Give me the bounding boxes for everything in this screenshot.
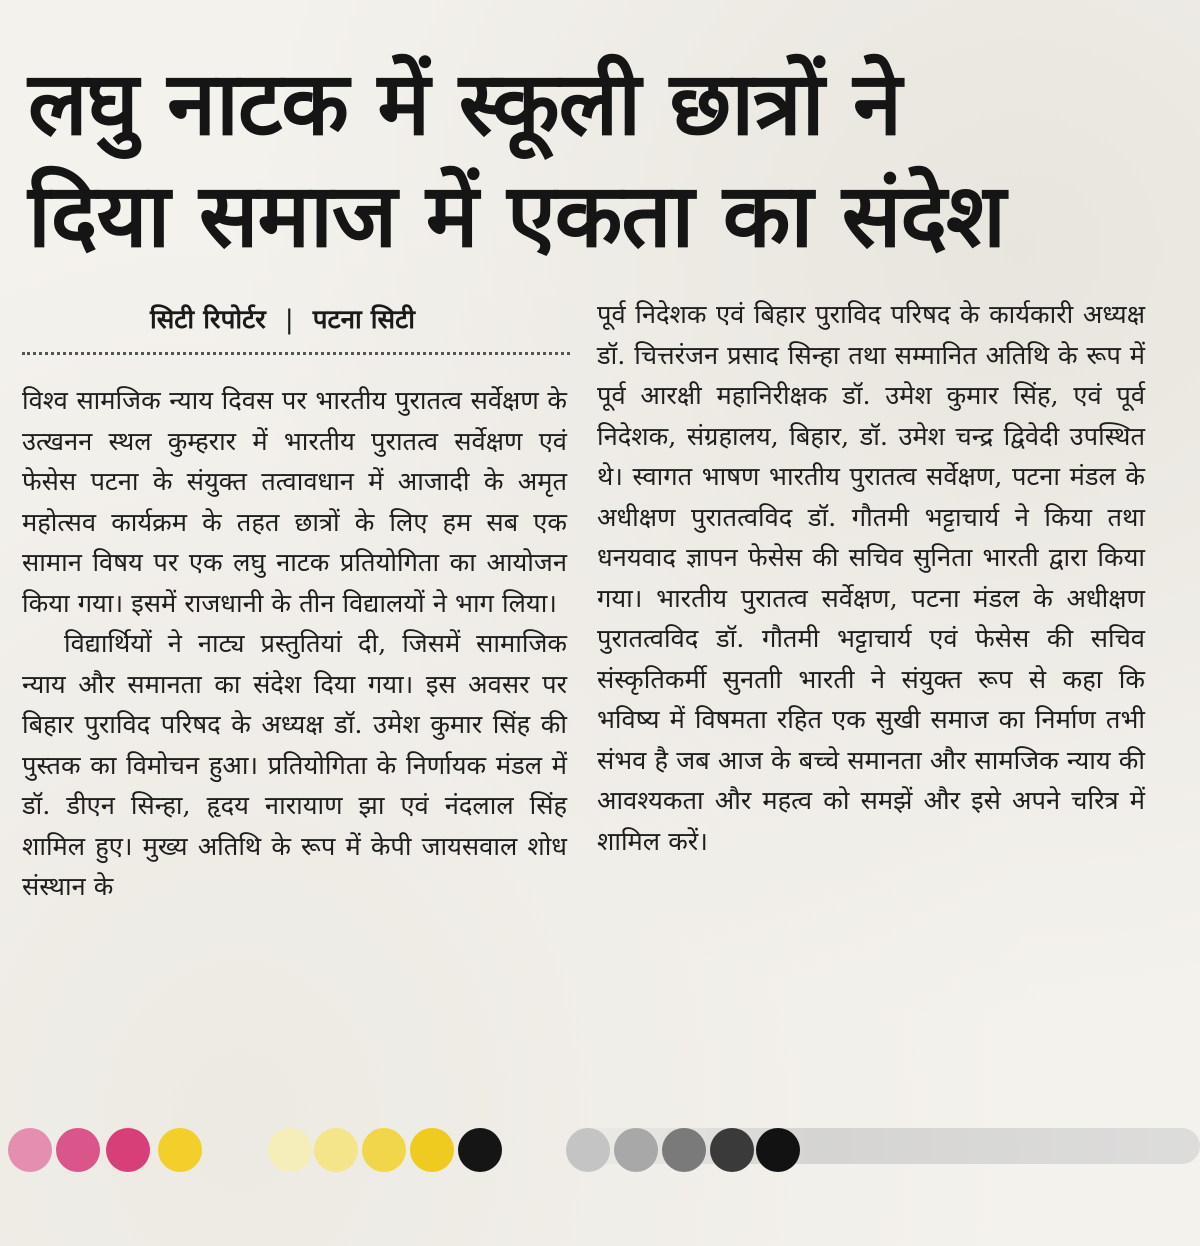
byline: [150, 300, 415, 336]
article-column-left: [22, 381, 567, 908]
color-dot: [458, 1128, 502, 1172]
color-dot: [710, 1128, 754, 1172]
byline-separator: |: [284, 305, 294, 335]
color-dot: [314, 1128, 358, 1172]
color-dot: [268, 1128, 312, 1172]
article-column-right: [597, 295, 1145, 862]
color-dot: [662, 1128, 706, 1172]
color-dot: [8, 1128, 52, 1172]
article-paragraph-1: विश्व सामजिक न्याय दिवस पर भारतीय पुरातत्व सर्वेक्षण के उत्खनन स्थल कुम्हरार में भारतीय पुरातत्व सर्वेक्षण एवं फेसेस पटना के संयुक्त तत्वावधान में आजादी के अमृत महोत्सव कार्यक्रम के तहत छात्रों के लिए हम सब एक सामान विषय पर एक लघु नाटक प्रतियोगिता का आयोजन किया गया। इसमें राजधानी के तीन विद्यालयों ने भाग लिया।: [22, 386, 567, 619]
headline-line-1: लघु नाटक में स्कूली छात्रों ने: [28, 52, 902, 155]
color-dot: [410, 1128, 454, 1172]
dotted-divider: [22, 352, 570, 355]
headline-line-2: दिया समाज में एकता का संदेश: [28, 164, 1005, 267]
color-dot: [614, 1128, 658, 1172]
color-dot: [566, 1128, 610, 1172]
headline: [28, 48, 1178, 272]
article-paragraph-3: पूर्व निदेशक एवं बिहार पुराविद परिषद के कार्यकारी अध्यक्ष डॉ. चित्तरंजन प्रसाद सिन्हा तथा सम्मानित अतिथि के रूप में पूर्व आरक्षी महानिरीक्षक डॉ. उमेश कुमार सिंह, एवं पूर्व निदेशक, संग्रहालय, बिहार, डॉ. उमेश चन्द्र द्विवेदी उपस्थित थे। स्वागत भाषण भारतीय पुरातत्व सर्वेक्षण, पटना मंडल के अधीक्षण पुरातत्वविद डॉ. गौतमी भट्टाचार्य ने किया तथा धनयवाद ज्ञापन फेसेस की सचिव सुनिता भारती द्वारा किया गया। भारतीय पुरातत्व सर्वेक्षण, पटना मंडल के अधीक्षण पुरातत्वविद डॉ. गौतमी भट्टाचार्य एवं फेसेस की सचिव संस्कृतिकर्मी सुनताी भारती ने संयुक्त रूप से कहा कि भविष्य में विषमता रहित एक सुखी समाज का निर्माण तभी संभव है जब आज के बच्चे समानता और सामजिक न्याय की आवश्यकता और महत्व को समझें और इसे अपने चरित्र में शामिल करें।: [597, 300, 1145, 857]
byline-location: पटना सिटी: [312, 305, 415, 335]
byline-reporter: सिटी रिपोर्टर: [150, 305, 266, 335]
color-dot: [56, 1128, 100, 1172]
color-dot: [362, 1128, 406, 1172]
color-dot: [756, 1128, 800, 1172]
color-dot: [106, 1128, 150, 1172]
article-paragraph-2: विद्यार्थियों ने नाट्य प्रस्तुतियां दी, जिसमें सामाजिक न्याय और समानता का संदेश दिया गया। इस अवसर पर बिहार पुराविद परिषद के अध्यक्ष डॉ. उमेश कुमार सिंह की पुस्तक का विमोचन हुआ। प्रतियोगिता के निर्णायक मंडल में डॉ. डीएन सिन्हा, हृदय नारायाण झा एवं नंदलाल सिंह शामिल हुए। मुख्य अतिथि के रूप में केपी जायसवाल शोध संस्थान के: [22, 629, 567, 902]
color-registration-bar: [0, 1124, 1200, 1174]
color-dot: [158, 1128, 202, 1172]
